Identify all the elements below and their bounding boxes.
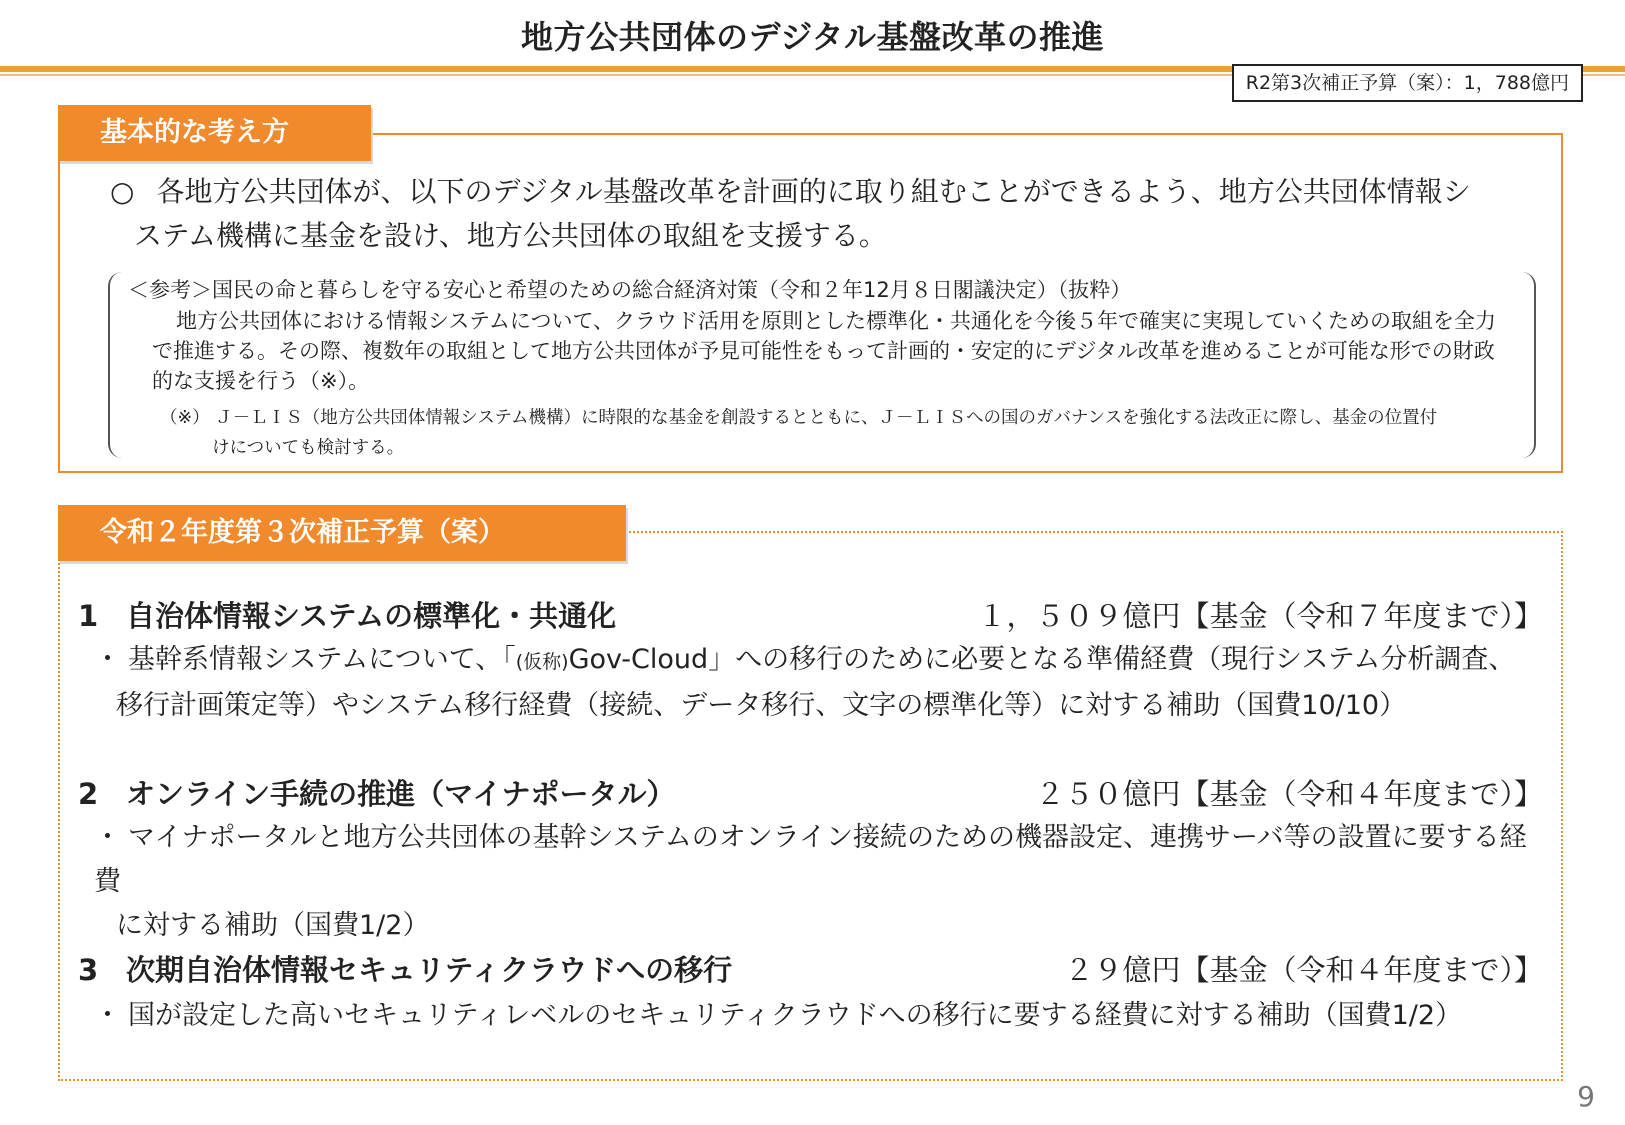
item-title (78, 772, 676, 813)
reference-note-line-2: けについても検討する。 (212, 438, 405, 458)
item-amount: ２５０億円【基金（令和４年度まで）】 (1035, 777, 1543, 811)
item-title (78, 948, 732, 989)
item-title-text: オンライン手続の推進（マイナポータル） (126, 777, 676, 811)
desc-line-2: に対する補助（国費1/2） (116, 910, 430, 941)
item-amount: ２９億円【基金（令和４年度まで）】 (1064, 953, 1543, 987)
concept-line-1: 各地方公共団体が、以下のデジタル基盤改革を計画的に取り組むことができるよう、地方公共団体情報シ (156, 175, 1471, 208)
item-title-text: 次期自治体情報セキュリティクラウドへの移行 (126, 953, 733, 987)
bullet-icon: ・ (94, 644, 121, 675)
page-title: 地方公共団体のデジタル基盤改革の推進 (520, 18, 1105, 56)
item-title-text: 自治体情報システムの標準化・共通化 (126, 599, 617, 633)
bullet-icon: ・ (94, 822, 121, 853)
budget-items-tab: 令和２年度第３次補正予算（案） (58, 505, 626, 561)
reference-note-line-1: （※） Ｊ－ＬＩＳ（地方公共団体情報システム機構）に時限的な基金を創設するとともに、Ｊ－ＬＩＳへの国のガバナンスを強化する法改正に際し、基金の位置付 (160, 408, 1438, 428)
item-amount: １，５０９億円【基金（令和７年度まで）】 (977, 599, 1543, 633)
concept-line-2: ステム機構に基金を設け、地方公共団体の取組を支援する。 (134, 219, 887, 252)
item-number: 2 (78, 777, 99, 811)
desc-small-text: (仮称) (515, 651, 569, 673)
reference-heading: ＜参考＞国民の命と暮らしを守る安心と希望のための総合経済対策（令和２年12月８日閣議決定）（抜粋） (128, 278, 1132, 302)
item-number: 1 (78, 599, 99, 633)
reference-note (160, 403, 1520, 463)
page-number: 9 (1577, 1080, 1595, 1113)
circle-bullet-icon: ○ (110, 175, 135, 208)
desc-text: Gov-Cloud」への移行のために必要となる準備経費（現行システム分析調査、 (568, 644, 1516, 675)
desc-text: 国が設定した高いセキュリティレベルのセキュリティクラウドへの移行に要する経費に対する補助（国費1/2） (128, 1000, 1463, 1031)
desc-text: マイナポータルと地方公共団体の基幹システムのオンライン接続のための機器設定、連携サーバ等の設置に要する経費 (94, 822, 1527, 897)
basic-concept-text (110, 170, 1540, 258)
desc-text: 基幹系情報システムについて、「 (128, 644, 516, 675)
basic-concept-tab: 基本的な考え方 (58, 105, 371, 161)
item-description (94, 816, 1544, 948)
desc-line-2: 移行計画策定等）やシステム移行経費（接続、データ移行、文字の標準化等）に対する補助（国費10/10） (116, 690, 1407, 721)
bullet-icon: ・ (94, 1000, 121, 1031)
item-title (78, 594, 616, 635)
item-description (94, 994, 1544, 1038)
budget-badge: R2第3次補正予算（案）：1，788億円 (1232, 64, 1583, 102)
reference-body: 地方公共団体における情報システムについて、クラウド活用を原則とした標準化・共通化を今後５年で確実に実現していくための取組を全力で推進する。その際、複数年の取組として地方公共団体が予見可能性をもって計画的・安定的にデジタル改革を進めることが可能な形での財政的な支援を行う（※）。 (152, 309, 1497, 393)
item-number: 3 (78, 953, 99, 987)
item-description (94, 638, 1544, 728)
